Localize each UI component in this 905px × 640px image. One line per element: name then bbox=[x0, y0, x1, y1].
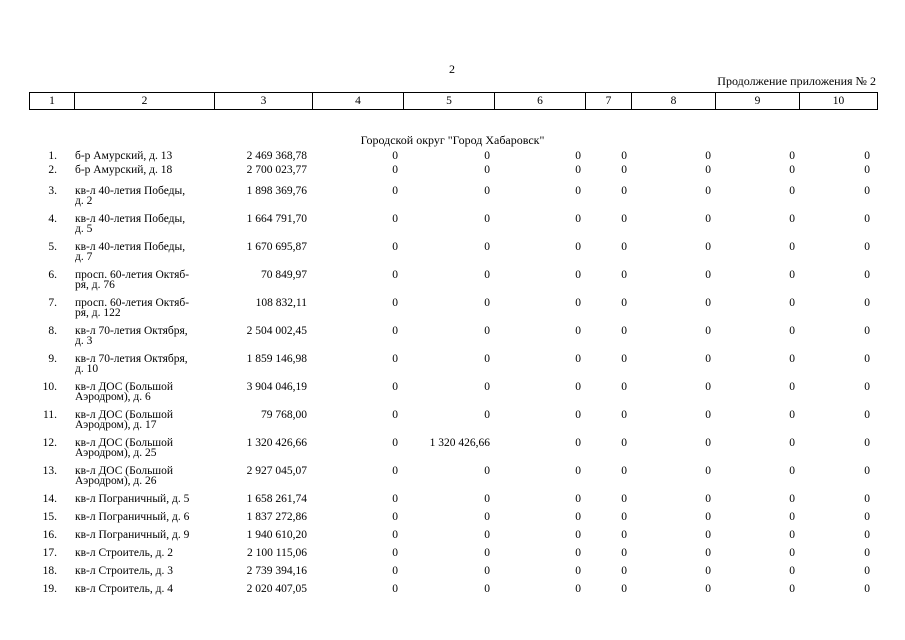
row-value-col-9: 0 bbox=[789, 150, 795, 162]
row-value-col-8: 0 bbox=[705, 511, 711, 523]
row-value-col-7: 0 bbox=[621, 465, 627, 477]
row-value-col-4: 0 bbox=[392, 241, 398, 253]
row-value-col-8: 0 bbox=[705, 583, 711, 595]
row-value-col-5: 0 bbox=[484, 547, 490, 559]
row-value-col-7: 0 bbox=[621, 409, 627, 421]
column-number-header bbox=[29, 92, 878, 110]
row-number: 9. bbox=[48, 353, 57, 365]
row-value-col-9: 0 bbox=[789, 353, 795, 365]
row-value-col-6: 0 bbox=[575, 529, 581, 541]
row-value-col-7: 0 bbox=[621, 213, 627, 225]
row-value-col-3: 1 664 791,70 bbox=[246, 213, 307, 225]
row-value-col-7: 0 bbox=[621, 150, 627, 162]
row-value-col-5: 0 bbox=[484, 409, 490, 421]
row-value-col-3: 2 100 115,06 bbox=[247, 547, 307, 559]
row-value-col-10: 0 bbox=[864, 325, 870, 337]
row-value-col-6: 0 bbox=[575, 493, 581, 505]
row-value-col-7: 0 bbox=[621, 269, 627, 281]
row-value-col-5: 0 bbox=[484, 465, 490, 477]
row-value-col-5: 0 bbox=[484, 353, 490, 365]
row-value-col-4: 0 bbox=[392, 150, 398, 162]
row-value-col-4: 0 bbox=[392, 213, 398, 225]
row-address: кв-л ДОС (Большой Аэродром), д. 26 bbox=[75, 465, 174, 487]
row-value-col-8: 0 bbox=[705, 164, 711, 176]
row-value-col-5: 0 bbox=[484, 297, 490, 309]
row-value-col-8: 0 bbox=[705, 213, 711, 225]
row-value-col-8: 0 bbox=[705, 529, 711, 541]
row-number: 11. bbox=[43, 409, 57, 421]
row-address: кв-л 70-летия Октября, д. 10 bbox=[75, 353, 188, 375]
table-row bbox=[0, 584, 905, 610]
row-address: кв-л Строитель, д. 4 bbox=[75, 583, 174, 595]
row-value-col-3: 1 670 695,87 bbox=[246, 241, 307, 253]
row-value-col-6: 0 bbox=[575, 297, 581, 309]
row-value-col-4: 0 bbox=[392, 381, 398, 393]
row-value-col-10: 0 bbox=[864, 213, 870, 225]
row-value-col-7: 0 bbox=[621, 529, 627, 541]
row-value-col-9: 0 bbox=[789, 185, 795, 197]
row-value-col-4: 0 bbox=[392, 409, 398, 421]
row-number: 10. bbox=[42, 381, 57, 393]
row-value-col-7: 0 bbox=[621, 511, 627, 523]
row-value-col-9: 0 bbox=[789, 465, 795, 477]
row-number: 7. bbox=[48, 297, 57, 309]
row-value-col-3: 2 020 407,05 bbox=[246, 583, 307, 595]
row-value-col-6: 0 bbox=[575, 213, 581, 225]
row-value-col-8: 0 bbox=[705, 381, 711, 393]
row-value-col-5: 0 bbox=[484, 185, 490, 197]
header-col-8: 8 bbox=[632, 93, 716, 110]
row-value-col-10: 0 bbox=[864, 164, 870, 176]
row-value-col-4: 0 bbox=[392, 511, 398, 523]
row-value-col-7: 0 bbox=[621, 583, 627, 595]
row-value-col-4: 0 bbox=[392, 565, 398, 577]
section-title: Городской округ "Город Хабаровск" bbox=[360, 133, 545, 147]
row-value-col-3: 2 504 002,45 bbox=[246, 325, 307, 337]
row-value-col-8: 0 bbox=[705, 269, 711, 281]
row-value-col-9: 0 bbox=[789, 409, 795, 421]
table-row bbox=[0, 410, 905, 436]
row-address: кв-л 40-летия Победы, д. 7 bbox=[75, 241, 186, 263]
row-address: кв-л Пограничный, д. 9 bbox=[75, 529, 190, 541]
row-number: 15. bbox=[42, 511, 57, 523]
row-value-col-9: 0 bbox=[789, 213, 795, 225]
row-address: кв-л 70-летия Октября, д. 3 bbox=[75, 325, 188, 347]
row-value-col-8: 0 bbox=[705, 150, 711, 162]
row-value-col-4: 0 bbox=[392, 583, 398, 595]
row-value-col-3: 1 837 272,86 bbox=[246, 511, 307, 523]
row-value-col-7: 0 bbox=[621, 565, 627, 577]
row-value-col-10: 0 bbox=[864, 583, 870, 595]
row-value-col-10: 0 bbox=[864, 269, 870, 281]
row-value-col-7: 0 bbox=[621, 325, 627, 337]
row-value-col-9: 0 bbox=[789, 241, 795, 253]
row-number: 17. bbox=[42, 547, 57, 559]
appendix-note: Продолжение приложения № 2 bbox=[717, 74, 876, 88]
row-value-col-3: 1 859 146,98 bbox=[246, 353, 307, 365]
row-value-col-5: 0 bbox=[484, 381, 490, 393]
row-value-col-5: 1 320 426,66 bbox=[429, 437, 490, 449]
row-value-col-8: 0 bbox=[705, 325, 711, 337]
row-address: кв-л Строитель, д. 2 bbox=[75, 547, 174, 559]
row-number: 6. bbox=[48, 269, 57, 281]
table-row bbox=[0, 438, 905, 464]
row-value-col-4: 0 bbox=[392, 185, 398, 197]
row-number: 1. bbox=[48, 150, 57, 162]
row-value-col-5: 0 bbox=[484, 511, 490, 523]
row-address: кв-л Пограничный, д. 5 bbox=[75, 493, 190, 505]
row-value-col-7: 0 bbox=[621, 437, 627, 449]
row-value-col-5: 0 bbox=[484, 529, 490, 541]
table-row bbox=[0, 326, 905, 352]
row-value-col-8: 0 bbox=[705, 565, 711, 577]
row-value-col-10: 0 bbox=[864, 493, 870, 505]
row-value-col-6: 0 bbox=[575, 583, 581, 595]
table-row bbox=[0, 242, 905, 268]
row-value-col-7: 0 bbox=[621, 297, 627, 309]
row-number: 2. bbox=[48, 164, 57, 176]
row-address: кв-л 40-летия Победы, д. 2 bbox=[75, 185, 186, 207]
row-value-col-3: 2 469 368,78 bbox=[246, 150, 307, 162]
row-value-col-6: 0 bbox=[575, 437, 581, 449]
row-value-col-6: 0 bbox=[575, 150, 581, 162]
row-address: кв-л ДОС (Большой Аэродром), д. 6 bbox=[75, 381, 174, 403]
row-value-col-7: 0 bbox=[621, 164, 627, 176]
row-value-col-3: 108 832,11 bbox=[255, 297, 307, 309]
row-number: 4. bbox=[48, 213, 57, 225]
row-value-col-3: 1 940 610,20 bbox=[246, 529, 307, 541]
table-row bbox=[0, 186, 905, 212]
row-value-col-8: 0 bbox=[705, 547, 711, 559]
row-value-col-9: 0 bbox=[789, 269, 795, 281]
header-col-1: 1 bbox=[30, 93, 75, 110]
row-value-col-7: 0 bbox=[621, 241, 627, 253]
row-value-col-3: 2 927 045,07 bbox=[246, 465, 307, 477]
row-value-col-9: 0 bbox=[789, 493, 795, 505]
row-value-col-4: 0 bbox=[392, 297, 398, 309]
row-value-col-6: 0 bbox=[575, 511, 581, 523]
row-value-col-10: 0 bbox=[864, 529, 870, 541]
row-value-col-5: 0 bbox=[484, 213, 490, 225]
row-value-col-8: 0 bbox=[705, 465, 711, 477]
row-value-col-10: 0 bbox=[864, 511, 870, 523]
row-value-col-5: 0 bbox=[484, 565, 490, 577]
row-value-col-9: 0 bbox=[789, 164, 795, 176]
row-number: 16. bbox=[42, 529, 57, 541]
page-number: 2 bbox=[449, 62, 455, 76]
header-col-6: 6 bbox=[495, 93, 586, 110]
row-value-col-5: 0 bbox=[484, 325, 490, 337]
row-value-col-4: 0 bbox=[392, 325, 398, 337]
row-value-col-6: 0 bbox=[575, 465, 581, 477]
row-value-col-9: 0 bbox=[789, 565, 795, 577]
row-value-col-6: 0 bbox=[575, 164, 581, 176]
row-value-col-9: 0 bbox=[789, 325, 795, 337]
row-number: 3. bbox=[48, 185, 57, 197]
row-value-col-4: 0 bbox=[392, 353, 398, 365]
row-value-col-4: 0 bbox=[392, 465, 398, 477]
row-value-col-4: 0 bbox=[392, 269, 398, 281]
row-value-col-3: 2 700 023,77 bbox=[246, 164, 307, 176]
row-value-col-9: 0 bbox=[789, 297, 795, 309]
header-col-10: 10 bbox=[800, 93, 878, 110]
table-row bbox=[0, 466, 905, 492]
row-value-col-10: 0 bbox=[864, 409, 870, 421]
row-value-col-3: 3 904 046,19 bbox=[246, 381, 307, 393]
row-value-col-8: 0 bbox=[705, 353, 711, 365]
row-value-col-6: 0 bbox=[575, 325, 581, 337]
row-address: кв-л ДОС (Большой Аэродром), д. 25 bbox=[75, 437, 174, 459]
row-value-col-6: 0 bbox=[575, 269, 581, 281]
row-value-col-5: 0 bbox=[484, 150, 490, 162]
row-value-col-8: 0 bbox=[705, 241, 711, 253]
row-value-col-6: 0 bbox=[575, 381, 581, 393]
row-value-col-6: 0 bbox=[575, 547, 581, 559]
row-value-col-7: 0 bbox=[621, 381, 627, 393]
row-value-col-3: 1 658 261,74 bbox=[246, 493, 307, 505]
row-number: 12. bbox=[42, 437, 57, 449]
row-value-col-6: 0 bbox=[575, 185, 581, 197]
row-number: 19. bbox=[42, 583, 57, 595]
row-value-col-7: 0 bbox=[621, 185, 627, 197]
row-value-col-4: 0 bbox=[392, 493, 398, 505]
row-number: 13. bbox=[42, 465, 57, 477]
row-value-col-6: 0 bbox=[575, 409, 581, 421]
header-col-9: 9 bbox=[716, 93, 800, 110]
row-number: 5. bbox=[48, 241, 57, 253]
row-value-col-8: 0 bbox=[705, 185, 711, 197]
row-value-col-3: 1 320 426,66 bbox=[246, 437, 307, 449]
row-value-col-4: 0 bbox=[392, 547, 398, 559]
header-col-5: 5 bbox=[404, 93, 495, 110]
row-value-col-10: 0 bbox=[864, 150, 870, 162]
row-address: б-р Амурский, д. 18 bbox=[75, 164, 173, 176]
header-col-7: 7 bbox=[586, 93, 632, 110]
row-value-col-7: 0 bbox=[621, 353, 627, 365]
row-value-col-10: 0 bbox=[864, 241, 870, 253]
row-value-col-10: 0 bbox=[864, 565, 870, 577]
row-value-col-3: 70 849,97 bbox=[261, 269, 307, 281]
row-value-col-10: 0 bbox=[864, 297, 870, 309]
row-value-col-10: 0 bbox=[864, 185, 870, 197]
row-value-col-5: 0 bbox=[484, 493, 490, 505]
row-value-col-7: 0 bbox=[621, 547, 627, 559]
row-value-col-4: 0 bbox=[392, 164, 398, 176]
row-address: кв-л 40-летия Победы, д. 5 bbox=[75, 213, 186, 235]
row-value-col-10: 0 bbox=[864, 437, 870, 449]
table-row bbox=[0, 298, 905, 324]
row-value-col-8: 0 bbox=[705, 493, 711, 505]
header-col-4: 4 bbox=[313, 93, 404, 110]
table-row bbox=[0, 270, 905, 296]
row-value-col-5: 0 bbox=[484, 269, 490, 281]
row-value-col-8: 0 bbox=[705, 409, 711, 421]
row-address: просп. 60-летия Октяб- ря, д. 76 bbox=[75, 269, 190, 291]
row-number: 18. bbox=[42, 565, 57, 577]
row-value-col-5: 0 bbox=[484, 164, 490, 176]
row-address: кв-л ДОС (Большой Аэродром), д. 17 bbox=[75, 409, 174, 431]
row-address: просп. 60-летия Октяб- ря, д. 122 bbox=[75, 297, 190, 319]
row-value-col-9: 0 bbox=[789, 381, 795, 393]
row-value-col-9: 0 bbox=[789, 529, 795, 541]
table-row bbox=[0, 382, 905, 408]
row-value-col-7: 0 bbox=[621, 493, 627, 505]
row-address: кв-л Строитель, д. 3 bbox=[75, 565, 174, 577]
row-value-col-10: 0 bbox=[864, 547, 870, 559]
row-value-col-10: 0 bbox=[864, 465, 870, 477]
row-value-col-9: 0 bbox=[789, 547, 795, 559]
row-value-col-9: 0 bbox=[789, 437, 795, 449]
row-value-col-8: 0 bbox=[705, 297, 711, 309]
row-value-col-9: 0 bbox=[789, 583, 795, 595]
row-value-col-3: 79 768,00 bbox=[261, 409, 307, 421]
row-number: 8. bbox=[48, 325, 57, 337]
row-value-col-4: 0 bbox=[392, 529, 398, 541]
row-address: кв-л Пограничный, д. 6 bbox=[75, 511, 190, 523]
row-number: 14. bbox=[42, 493, 57, 505]
header-col-3: 3 bbox=[215, 93, 313, 110]
row-value-col-6: 0 bbox=[575, 353, 581, 365]
row-address: б-р Амурский, д. 13 bbox=[75, 150, 173, 162]
table-row bbox=[0, 354, 905, 380]
row-value-col-9: 0 bbox=[789, 511, 795, 523]
row-value-col-3: 1 898 369,76 bbox=[246, 185, 307, 197]
row-value-col-4: 0 bbox=[392, 437, 398, 449]
row-value-col-5: 0 bbox=[484, 583, 490, 595]
row-value-col-5: 0 bbox=[484, 241, 490, 253]
header-col-2: 2 bbox=[75, 93, 215, 110]
row-value-col-8: 0 bbox=[705, 437, 711, 449]
row-value-col-10: 0 bbox=[864, 353, 870, 365]
row-value-col-10: 0 bbox=[864, 381, 870, 393]
table-row bbox=[0, 214, 905, 240]
row-value-col-6: 0 bbox=[575, 565, 581, 577]
row-value-col-3: 2 739 394,16 bbox=[246, 565, 307, 577]
row-value-col-6: 0 bbox=[575, 241, 581, 253]
